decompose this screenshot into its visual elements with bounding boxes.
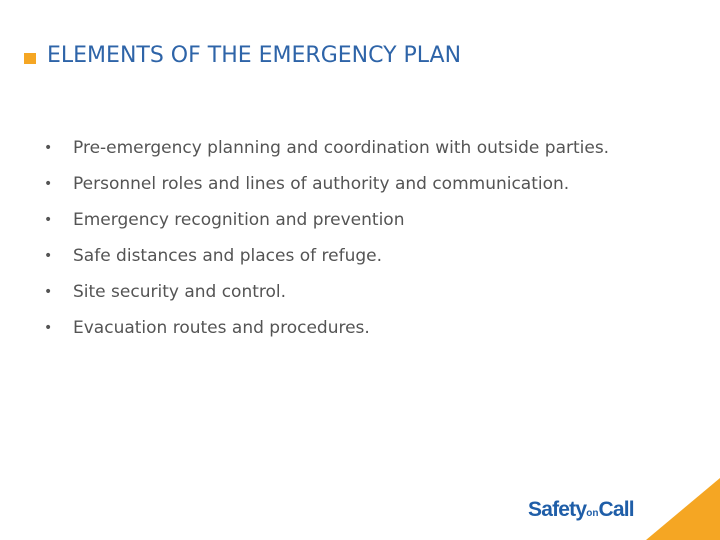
bullet-item (44, 310, 609, 346)
brand-logo-word1: Safety (528, 498, 587, 521)
bullet-item (44, 238, 609, 274)
bullet-item (44, 166, 609, 202)
bullet-dot: • (44, 140, 53, 156)
bullet-item (44, 202, 609, 238)
bullet-item (44, 274, 609, 310)
bullet-dot: • (44, 320, 53, 336)
bullet-list (44, 130, 609, 346)
bullet-dot: • (44, 248, 53, 264)
brand-logo-word2: on (586, 508, 599, 519)
bullet-text: Personnel roles and lines of authority and communication. (73, 174, 570, 194)
bullet-dot: • (44, 212, 53, 228)
bullet-dot: • (44, 284, 53, 300)
bullet-text: Safe distances and places of refuge. (73, 246, 383, 266)
bullet-text: Site security and control. (73, 282, 287, 302)
corner-triangle-decoration (646, 478, 720, 540)
brand-logo (528, 495, 634, 529)
bullet-item (44, 130, 609, 166)
bullet-text: Pre-emergency planning and coordination with outside parties. (73, 138, 610, 158)
brand-logo-word3: Call (598, 498, 634, 521)
bullet-text: Emergency recognition and prevention (73, 210, 405, 230)
bullet-text: Evacuation routes and procedures. (73, 318, 370, 338)
slide-title: ELEMENTS OF THE EMERGENCY PLAN (47, 43, 462, 68)
bullet-dot: • (44, 176, 53, 192)
title-marker (24, 53, 36, 64)
